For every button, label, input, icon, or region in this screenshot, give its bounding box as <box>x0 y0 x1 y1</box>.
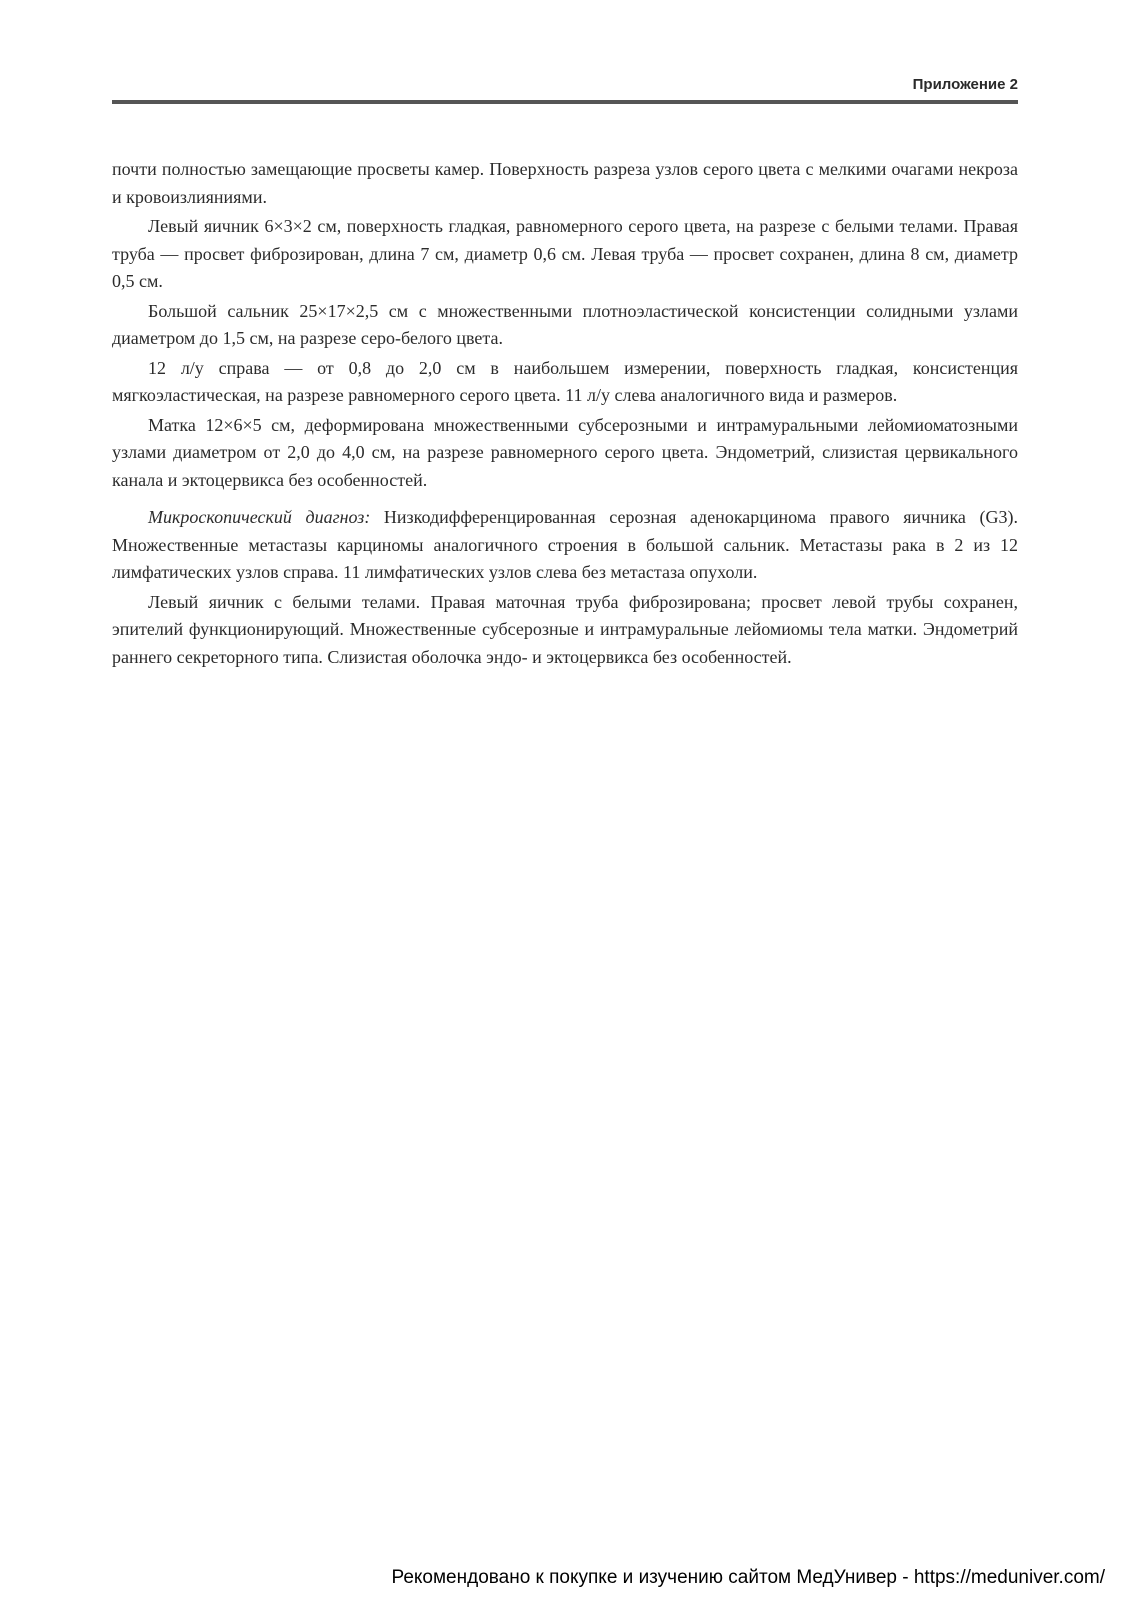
diagnosis-text: Низкодифференцированная серозная аденокарцинома правого яичника (G3). Множественные метастазы карциномы аналогичного строения в большой сальник. Метастазы рака в 2 из 12 лимфатических узлов справа. 11 лимфатических узлов слева без метастаза опухоли. <box>112 507 1018 582</box>
body-text <box>112 156 1018 673</box>
paragraph-diagnosis-continuation: Левый яичник с белыми телами. Правая маточная труба фиброзирована; просвет левой трубы сохранен, эпителий функционирующий. Множественные субсерозные и интрамуральные лейомиомы тела матки. Эндометрий раннего секреторного типа. Слизистая оболочка эндо- и эктоцервикса без особенностей. <box>112 591 1018 667</box>
diagnosis-label: Микроскопический диагноз: <box>148 507 371 527</box>
paragraph-left-ovary: Левый яичник 6×3×2 см, поверхность гладкая, равномерного серого цвета, на разрезе с белыми телами. Правая труба — просвет фиброзирован, длина 7 см, диаметр 0,6 см. Левая труба — просвет сохранен, длина 8 см, диаметр 0,5 см. <box>112 216 1018 291</box>
running-header: Приложение 2 <box>912 76 1018 93</box>
header-rule <box>112 100 1018 104</box>
paragraph-diagnosis <box>112 504 1018 587</box>
paragraph-lymph-nodes: 12 л/у справа — от 0,8 до 2,0 см в наибольшем измерении, поверхность гладкая, консистенция мягкоэластическая, на разрезе равномерного серого цвета. 11 л/у слева аналогичного вида и размеров. <box>112 357 1018 405</box>
paragraph-uterus: Матка 12×6×5 см, деформирована множественными субсерозными и интрамуральными лейомиоматозными узлами диаметром от 2,0 до 4,0 см, на разрезе равномерного серого цвета. Эндометрий, слизистая цервикального канала и эктоцервикса без особенностей. <box>112 414 1018 490</box>
footer-recommendation: Рекомендовано к покупке и изучению сайтом МедУнивер - https://meduniver.com/ <box>391 1567 1105 1588</box>
paragraph-continuation: почти полностью замещающие просветы камер. Поверхность разреза узлов серого цвета с мелкими очагами некроза и кровоизлияниями. <box>112 159 1018 207</box>
paragraph-omentum: Большой сальник 25×17×2,5 см с множественными плотноэластической консистенции солидными узлами диаметром до 1,5 см, на разрезе серо-белого цвета. <box>112 300 1018 348</box>
